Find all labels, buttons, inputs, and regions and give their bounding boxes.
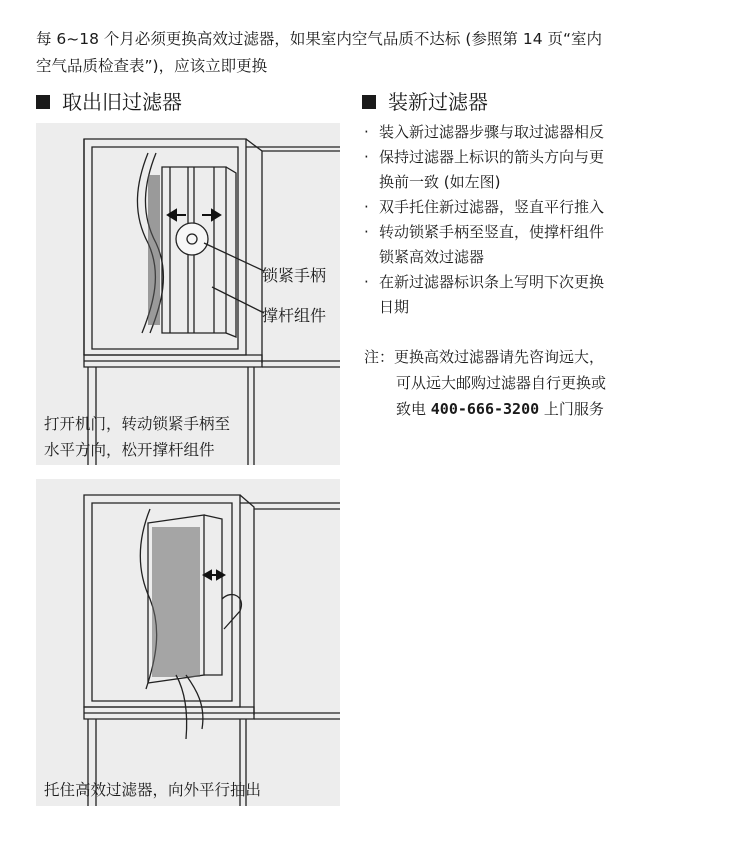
step1-caption-line-1: 打开机门，转动锁紧手柄至 <box>44 415 231 433</box>
remove-step2-panel <box>36 479 340 806</box>
remove-step1-panel <box>36 123 340 465</box>
intro-text <box>36 26 726 80</box>
step-line: 转动锁紧手柄至竖直，使撑杆组件 <box>379 223 605 241</box>
remove-filter-title: 取出旧过滤器 <box>62 90 182 114</box>
step2-caption: 托住高效过滤器，向外平行抽出 <box>44 781 262 799</box>
note-line-2: 可从远大邮购过滤器自行更换或 <box>396 374 607 392</box>
bullet-dot: · <box>364 148 369 166</box>
bullet-dot: · <box>364 273 369 291</box>
square-bullet-icon <box>36 95 50 109</box>
strut-assembly-callout: 撑杆组件 <box>262 306 327 325</box>
step1-caption <box>44 411 230 463</box>
list-item <box>364 120 704 145</box>
note-line-3-suffix: 上门服务 <box>539 400 604 418</box>
bullet-dot: · <box>364 198 369 216</box>
step-line: 锁紧高效过滤器 <box>379 248 485 266</box>
install-steps-list <box>364 120 704 320</box>
square-bullet-icon <box>362 95 376 109</box>
step-line: 日期 <box>379 298 410 316</box>
step-line: 装入新过滤器步骤与取过滤器相反 <box>379 123 605 141</box>
list-item <box>364 145 704 195</box>
step-line: 双手托住新过滤器，竖直平行推入 <box>379 198 605 216</box>
bullet-dot: · <box>364 223 369 241</box>
install-filter-title: 装新过滤器 <box>388 90 488 114</box>
lock-handle-callout: 锁紧手柄 <box>262 266 327 285</box>
note-label: 注： <box>364 348 395 366</box>
intro-line-1: 每 6~18 个月必须更换高效过滤器，如果室内空气品质不达标 (参照第 14 页“室内 <box>36 30 603 48</box>
install-filter-heading <box>362 89 488 115</box>
bullet-dot: · <box>364 123 369 141</box>
filter-removal-illustration <box>36 479 340 806</box>
list-item <box>364 195 704 220</box>
service-note <box>364 344 724 422</box>
step-line: 在新过滤器标识条上写明下次更换 <box>379 273 605 291</box>
list-item <box>364 220 704 270</box>
step-line: 换前一致 (如左图) <box>379 173 501 191</box>
step1-caption-line-2: 水平方向，松开撑杆组件 <box>44 441 215 459</box>
list-item <box>364 270 704 320</box>
service-phone-number: 400-666-3200 <box>430 400 540 418</box>
note-line-1: 更换高效过滤器请先咨询远大， <box>394 348 605 366</box>
note-line-3-prefix: 致电 <box>396 400 431 418</box>
step-line: 保持过滤器上标识的箭头方向与更 <box>379 148 605 166</box>
remove-filter-heading <box>36 89 182 115</box>
intro-line-2: 空气品质检查表”)，应该立即更换 <box>36 57 268 75</box>
note-line-3 <box>364 396 724 422</box>
